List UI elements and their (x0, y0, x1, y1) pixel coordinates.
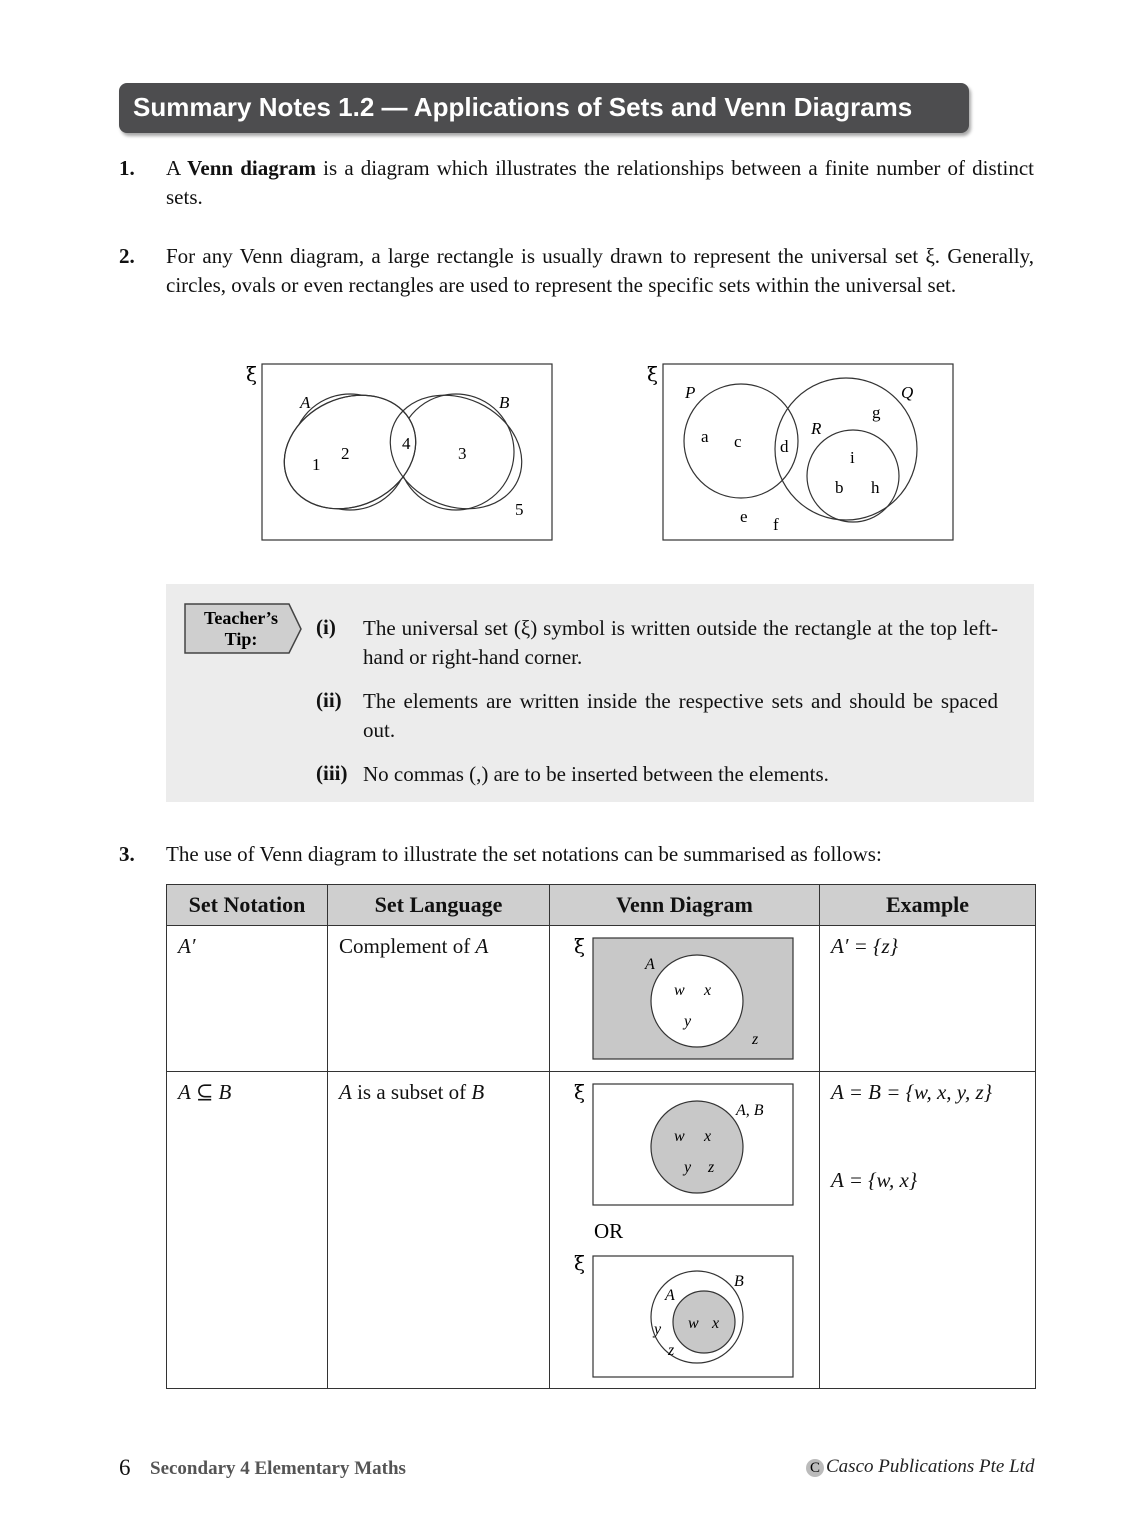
notation-complement: A′ (167, 926, 328, 1072)
language-subset: A is a subset of B (328, 1072, 550, 1389)
element-d: d (780, 437, 789, 456)
element-w: w (688, 1315, 699, 1332)
element-5: 5 (515, 500, 524, 519)
set-a-circle (673, 1291, 735, 1353)
element-x: x (704, 982, 712, 999)
publisher-credit (806, 1456, 1034, 1478)
header-venn-diagram: Venn Diagram (550, 885, 820, 926)
tip-label-i: (i) (316, 615, 336, 639)
publisher-name: Casco Publications Pte Ltd (826, 1456, 1035, 1477)
set-q-label: Q (901, 383, 914, 402)
element-4: 4 (402, 434, 411, 453)
table-header-row (167, 885, 1036, 926)
venn-diagram-term: Venn diagram (187, 156, 317, 180)
header-example: Example (820, 885, 1036, 926)
set-a-label: A (665, 1287, 675, 1304)
xi-symbol: ξ (574, 934, 586, 958)
tip-badge-line1: Teacher’s (204, 608, 278, 628)
set-a-b-label: A, B (736, 1102, 764, 1119)
element-c: c (734, 432, 742, 451)
example-complement: A′ = {z} (820, 926, 1036, 1072)
point-3-text: The use of Venn diagram to illustrate the set notations can be summarised as follows: (166, 842, 882, 866)
element-y: y (654, 1321, 662, 1338)
table-row (167, 1072, 1036, 1389)
venn-diagram-p-q-r (642, 360, 962, 546)
venn-cell-complement (550, 926, 820, 1072)
element-a: a (701, 427, 709, 446)
point-number-3: 3. (119, 842, 135, 866)
venn-complement (550, 926, 818, 1070)
set-p-label: P (685, 383, 696, 402)
copyright-icon: C (806, 1459, 824, 1477)
element-y: y (684, 1159, 692, 1176)
element-h: h (871, 478, 880, 497)
point-number-2: 2. (119, 244, 135, 268)
set-q-circle (775, 378, 917, 520)
xi-symbol: ξ (647, 362, 659, 386)
point-2-text: For any Venn diagram, a large rectangle is usually drawn to represent the universal set ξ. Generally, circles, ovals or even rectangles are used to represent the specific sets within the universal set. (166, 244, 1034, 297)
element-b: b (835, 478, 844, 497)
element-2: 2 (341, 444, 350, 463)
set-a-label: A (300, 393, 311, 412)
example-subset-1: A = B = {w, x, y, z} (831, 1080, 993, 1104)
element-x: x (712, 1315, 720, 1332)
element-1: 1 (312, 455, 321, 474)
book-title: Secondary 4 Elementary Maths (150, 1458, 406, 1479)
venn-diagram-a-b (240, 360, 560, 546)
set-b-label: B (734, 1273, 744, 1290)
point-1-text: A Venn diagram is a diagram which illustrates the relationships between a finite number of distinct sets. (166, 156, 1034, 209)
set-a-b-circle (651, 1101, 743, 1193)
element-e: e (740, 507, 748, 526)
element-w: w (674, 982, 685, 999)
tip-text-ii: The elements are written inside the respective sets and should be spaced out. (363, 689, 998, 742)
element-w: w (674, 1128, 685, 1145)
element-3: 3 (458, 444, 467, 463)
example-subset (820, 1072, 1036, 1389)
venn-subset (550, 1072, 818, 1386)
element-x: x (704, 1128, 712, 1145)
table-row (167, 926, 1036, 1072)
element-z: z (752, 1031, 759, 1048)
set-notation-table (166, 884, 1036, 1389)
tip-text-iii: No commas (,) are to be inserted between the elements. (363, 762, 829, 786)
point-number-1: 1. (119, 156, 135, 180)
tip-badge-line2: Tip: (224, 629, 258, 649)
page-number: 6 (119, 1455, 131, 1480)
set-r-circle (807, 430, 899, 522)
element-z: z (708, 1159, 715, 1176)
section-header (119, 83, 969, 133)
section-title: Summary Notes 1.2 — Applications of Sets and Venn Diagrams (133, 92, 913, 122)
venn-cell-subset (550, 1072, 820, 1389)
teachers-tip-badge (183, 602, 305, 656)
xi-symbol: ξ (246, 362, 258, 386)
tip-label-iii: (iii) (316, 761, 348, 785)
notation-subset: A ⊆ B (167, 1072, 328, 1389)
or-label: OR (594, 1219, 624, 1243)
set-a-circle (651, 955, 743, 1047)
language-complement: Complement of A (328, 926, 550, 1072)
xi-symbol-2: ξ (574, 1251, 586, 1275)
element-z: z (668, 1342, 675, 1359)
header-set-notation: Set Notation (167, 885, 328, 926)
element-y: y (684, 1013, 692, 1030)
xi-symbol: ξ (574, 1080, 586, 1104)
example-subset-2: A = {w, x} (831, 1168, 918, 1192)
tip-text-i: The universal set (ξ) symbol is written outside the rectangle at the top left-hand or right-hand corner. (363, 616, 998, 669)
header-set-language: Set Language (328, 885, 550, 926)
element-f: f (773, 515, 779, 534)
element-i: i (850, 448, 855, 467)
set-r-label: R (811, 419, 822, 438)
element-g: g (872, 403, 881, 422)
set-a-label: A (645, 956, 655, 973)
tip-label-ii: (ii) (316, 688, 342, 712)
set-b-label: B (499, 393, 510, 412)
